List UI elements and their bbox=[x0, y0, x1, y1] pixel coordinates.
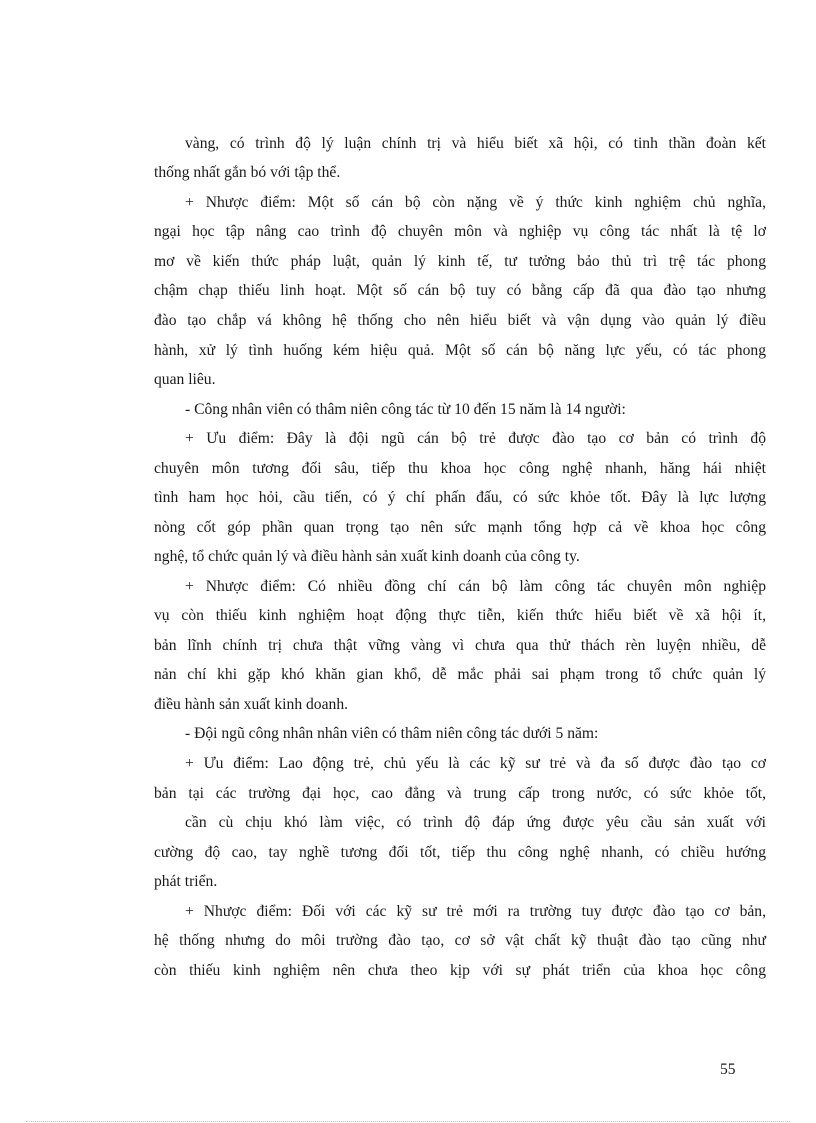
text-line: ngại học tập nâng cao trình độ chuyên môn và nghiệp vụ công tác nhất là tệ lơ bbox=[154, 223, 766, 240]
text-line: nòng cốt góp phần quan trọng tạo nên sức mạnh tổng hợp cả về khoa học công bbox=[154, 519, 766, 536]
text-line: bản lĩnh chính trị chưa thật vững vàng vì chưa qua thử thách rèn luyện nhiều, dễ bbox=[154, 637, 766, 654]
text-line: chuyên môn tương đối sâu, tiếp thu khoa học công nghệ nhanh, hăng hái nhiệt bbox=[154, 460, 766, 477]
text-line: thống nhất gắn bó với tập thể. bbox=[154, 164, 341, 181]
text-line: + Ưu điểm: Đây là đội ngũ cán bộ trẻ được đào tạo cơ bản có trình độ bbox=[185, 430, 766, 447]
text-line: tình ham học hỏi, cầu tiến, có ý chí phấn đấu, có sức khỏe tốt. Đây là lực lượng bbox=[154, 489, 766, 506]
text-line: + Nhược điểm: Có nhiều đồng chí cán bộ làm công tác chuyên môn nghiệp bbox=[185, 578, 766, 595]
text-line: quan liêu. bbox=[154, 371, 216, 388]
text-line: nản chí khi gặp khó khăn gian khổ, dễ mắc phải sai phạm trong tổ chức quản lý bbox=[154, 666, 766, 683]
text-line: - Công nhân viên có thâm niên công tác từ 10 đến 15 năm là 14 người: bbox=[185, 401, 626, 418]
text-line: đào tạo chắp vá không hệ thống cho nên hiểu biết và vận dụng vào quản lý điều bbox=[154, 312, 766, 329]
text-line: - Đội ngũ công nhân nhân viên có thâm niên công tác dưới 5 năm: bbox=[185, 725, 599, 742]
text-line: mơ về kiến thức pháp luật, quản lý kinh tế, tư tưởng bảo thủ trì trệ tác phong bbox=[154, 253, 766, 270]
text-line: còn thiếu kinh nghiệm nên chưa theo kịp với sự phát triển của khoa học công bbox=[154, 962, 766, 979]
text-line: vàng, có trình độ lý luận chính trị và hiểu biết xã hội, có tinh thần đoàn kết bbox=[185, 135, 766, 152]
text-line: nghệ, tổ chức quản lý và điều hành sản xuất kinh doanh của công ty. bbox=[154, 548, 580, 565]
text-line: bản tại các trường đại học, cao đẳng và trung cấp trong nước, có sức khỏe tốt, bbox=[154, 785, 766, 802]
text-line: + Ưu điểm: Lao động trẻ, chủ yếu là các kỹ sư trẻ và đa số được đào tạo cơ bbox=[185, 755, 766, 772]
text-line: hành, xử lý tình huống kém hiệu quả. Một số cán bộ năng lực yếu, có tác phong bbox=[154, 342, 766, 359]
text-line: chậm chạp thiếu linh hoạt. Một số cán bộ tuy có bằng cấp đã qua đào tạo nhưng bbox=[154, 282, 766, 299]
text-line: vụ còn thiếu kinh nghiệm hoạt động thực tiễn, kiến thức hiểu biết về xã hội ít, bbox=[154, 607, 766, 624]
text-line: điều hành sản xuất kinh doanh. bbox=[154, 696, 349, 713]
page-number: 55 bbox=[720, 1061, 736, 1078]
text-line: + Nhược điểm: Đối với các kỹ sư trẻ mới ra trường tuy được đào tạo cơ bản, bbox=[185, 903, 766, 920]
text-line: hệ thống nhưng do môi trường đào tạo, cơ sở vật chất kỹ thuật đào tạo cũng như bbox=[154, 932, 766, 949]
text-line: cường độ cao, tay nghề tương đối tốt, tiếp thu công nghệ nhanh, có chiều hướng bbox=[154, 844, 766, 861]
page-bottom-divider bbox=[26, 1121, 790, 1122]
text-line: + Nhược điểm: Một số cán bộ còn nặng về ý thức kinh nghiệm chủ nghĩa, bbox=[185, 194, 766, 211]
text-line: cần cù chịu khó làm việc, có trình độ đáp ứng được yêu cầu sản xuất với bbox=[185, 814, 766, 831]
text-line: phát triển. bbox=[154, 873, 218, 890]
